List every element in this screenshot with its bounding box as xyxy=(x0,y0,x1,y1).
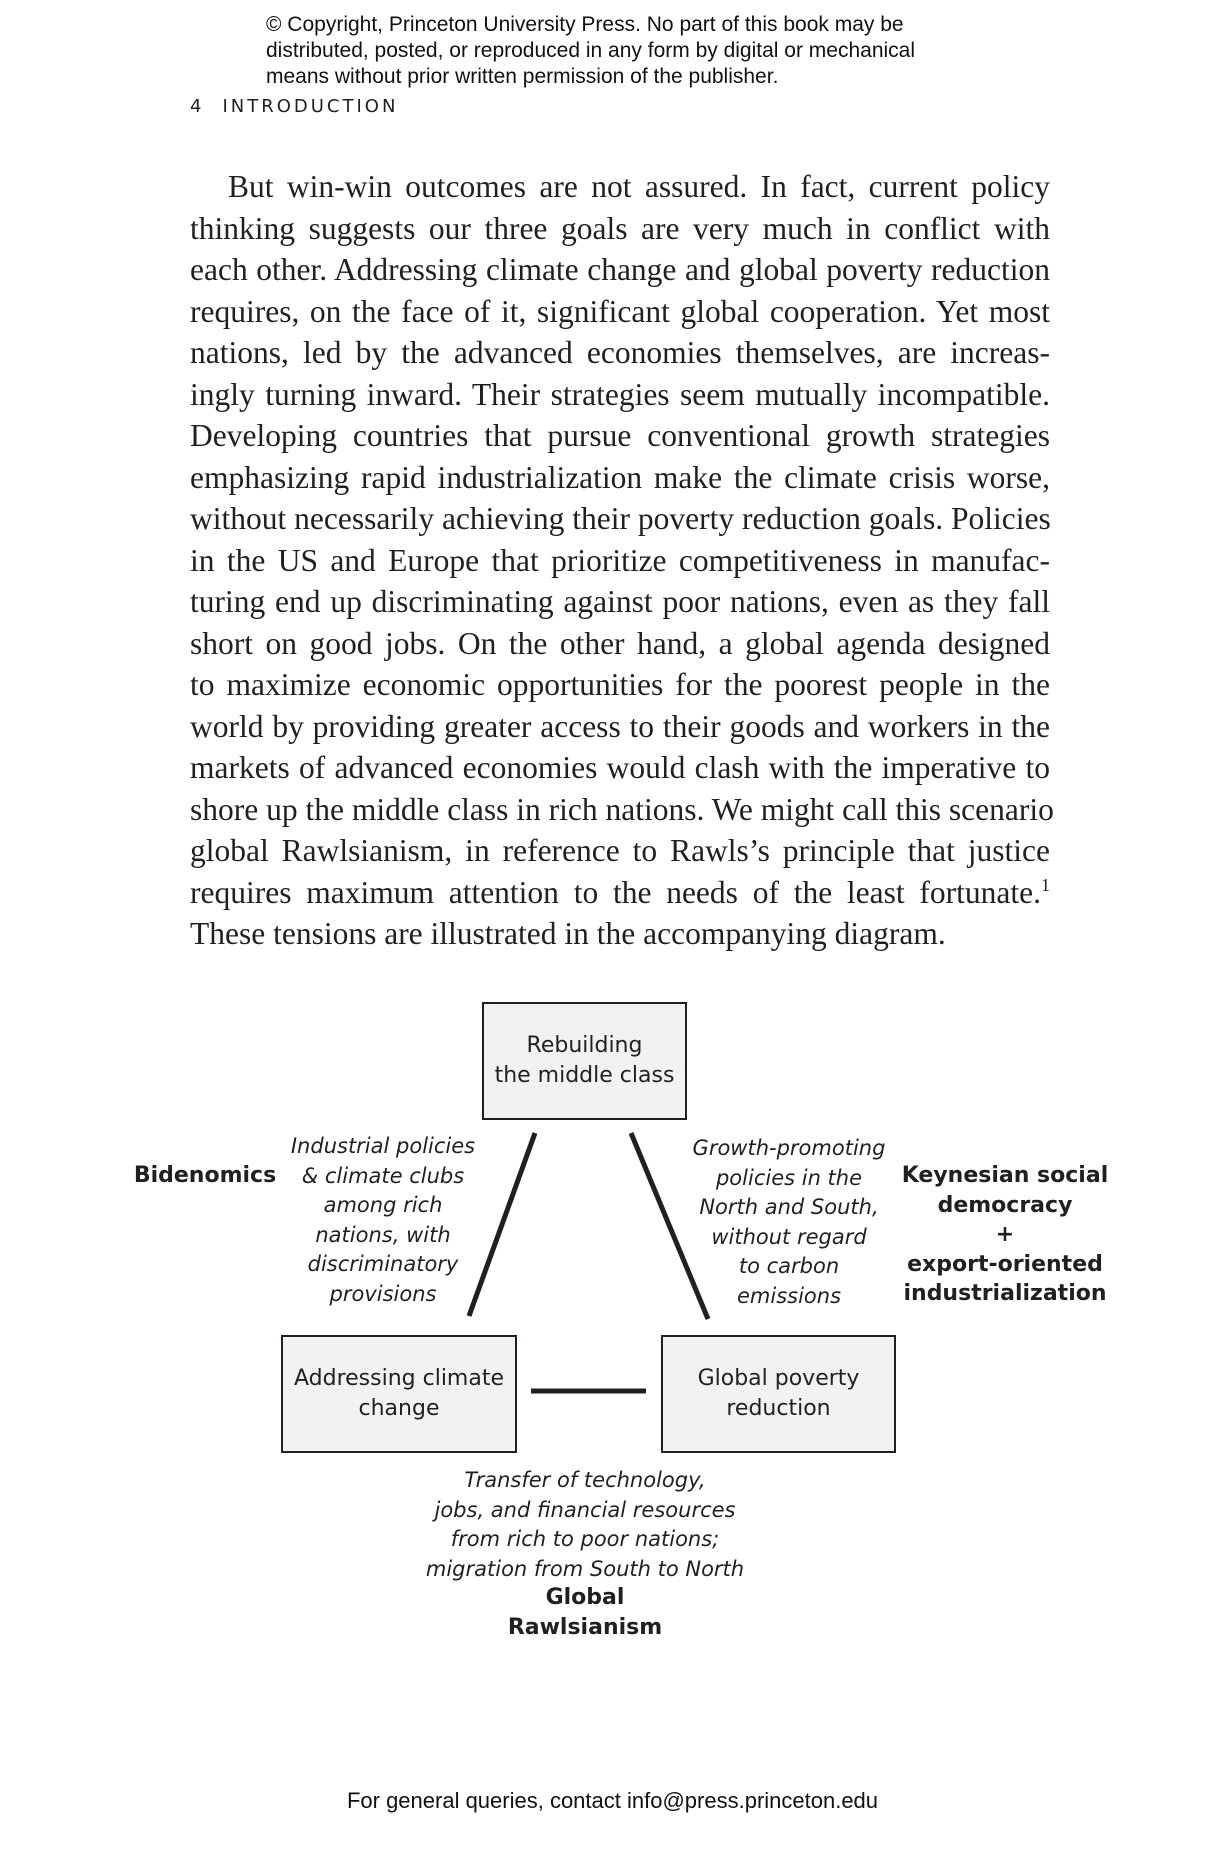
edge-label-line: among rich xyxy=(323,1193,443,1217)
page-number: 4 xyxy=(190,96,205,117)
strategy-label-left xyxy=(130,1161,280,1191)
paragraph-line: markets of advanced economies would clash with the imperative to xyxy=(190,750,1050,785)
paragraph-line: without necessarily achieving their poverty reduction goals. Policies xyxy=(190,501,1051,536)
strategy-label-bottom xyxy=(485,1583,685,1642)
paragraph-line: short on good jobs. On the other hand, a global agenda designed xyxy=(190,625,1050,661)
copyright-line: distributed, posted, or reproduced in any form by digital or mechanical xyxy=(266,39,916,62)
edge-label-line: Transfer of technology, xyxy=(464,1468,706,1492)
strategy-label-line: Global xyxy=(545,1585,625,1610)
edge-label-line: from rich to poor nations; xyxy=(450,1527,720,1551)
paragraph-line: in the US and Europe that prioritize competitiveness in manufac- xyxy=(190,542,1050,578)
paragraph-line: nations, led by the advanced economies themselves, are increas- xyxy=(190,335,1050,370)
edge-label-right xyxy=(671,1134,907,1311)
edge-label-line: jobs, and financial resources xyxy=(434,1497,736,1522)
goal-box-line: change xyxy=(358,1396,440,1421)
paragraph-line: thinking suggests our three goals are very much in conflict with xyxy=(190,210,1050,246)
edge-label-line: to carbon xyxy=(738,1254,840,1278)
goal-box-line: reduction xyxy=(726,1396,831,1421)
goal-box-poverty xyxy=(661,1335,896,1453)
paragraph-line: ingly turning inward. Their strategies seem mutually incompatible. xyxy=(190,376,1050,412)
paragraph-line: turing end up discriminating against poor nations, even as they fall xyxy=(190,584,1050,619)
paragraph-line-text: requires maximum attention to the needs of the least fortunate. xyxy=(190,874,1041,910)
paragraph-line: Developing countries that pursue conventional growth strategies xyxy=(190,418,1050,453)
paragraph-line: world by providing greater access to their goods and workers in the xyxy=(190,708,1050,744)
strategy-label-line: Rawlsianism xyxy=(507,1614,663,1640)
edge-label-line: & climate clubs xyxy=(301,1163,465,1188)
copyright-line: means without prior written permission of the publisher. xyxy=(266,65,779,88)
paragraph-line: each other. Addressing climate change and global poverty reduction xyxy=(190,252,1050,287)
edge-label-line: migration from South to North xyxy=(425,1556,745,1581)
strategy-label-right xyxy=(895,1161,1115,1309)
strategy-label-line: export-oriented xyxy=(907,1251,1103,1277)
goal-box-line: Addressing climate xyxy=(293,1366,505,1391)
footer-contact: For general queries, contact info@press.princeton.edu xyxy=(346,1788,879,1813)
edge-label-line: Growth-promoting xyxy=(692,1136,886,1160)
strategy-label-line: democracy xyxy=(937,1192,1073,1218)
goal-box-line: Rebuilding xyxy=(526,1033,643,1058)
edge-label-line: provisions xyxy=(329,1281,437,1306)
edge-label-line: Industrial policies xyxy=(290,1134,476,1158)
edge-label-line: policies in the xyxy=(715,1165,863,1190)
goal-box-line: the middle class xyxy=(494,1063,675,1088)
paragraph-line: to maximize economic opportunities for the poorest people in the xyxy=(190,667,1050,702)
goal-box-middle-class xyxy=(482,1002,687,1120)
edge-label-line: emissions xyxy=(736,1283,842,1308)
goal-box-line: Global poverty xyxy=(697,1366,860,1391)
section-title: INTRODUCTION xyxy=(222,96,399,117)
strategy-label-line: + xyxy=(995,1222,1015,1247)
edge-label-bottom xyxy=(405,1466,765,1584)
paragraph-line: These tensions are illustrated in the accompanying diagram. xyxy=(190,916,946,951)
paragraph-line: requires, on the face of it, significant global cooperation. Yet most xyxy=(190,293,1050,329)
paragraph-line: shore up the middle class in rich nations. We might call this scenario xyxy=(190,791,1054,827)
paragraph-line: global Rawlsianism, in reference to Rawls’s principle that justice xyxy=(190,833,1050,868)
paragraph-line: emphasizing rapid industrialization make the climate crisis worse, xyxy=(190,459,1050,495)
edge-label-line: North and South, xyxy=(699,1195,879,1219)
copyright-line: © Copyright, Princeton University Press. No part of this book may be xyxy=(266,13,904,36)
strategy-label-line: Keynesian social xyxy=(901,1163,1109,1188)
strategy-label-line: Bidenomics xyxy=(133,1163,277,1188)
paragraph-line: But win-win outcomes are not assured. In fact, current policy xyxy=(228,169,1050,204)
strategy-label-line: industrialization xyxy=(903,1281,1107,1306)
edge-label-line: discriminatory xyxy=(307,1252,459,1276)
footnote-marker: 1 xyxy=(1041,874,1050,895)
edge-label-line: nations, with xyxy=(315,1222,451,1247)
goal-box-climate xyxy=(281,1335,517,1453)
edge-label-left xyxy=(268,1132,498,1309)
edge-label-line: without regard xyxy=(711,1224,867,1249)
